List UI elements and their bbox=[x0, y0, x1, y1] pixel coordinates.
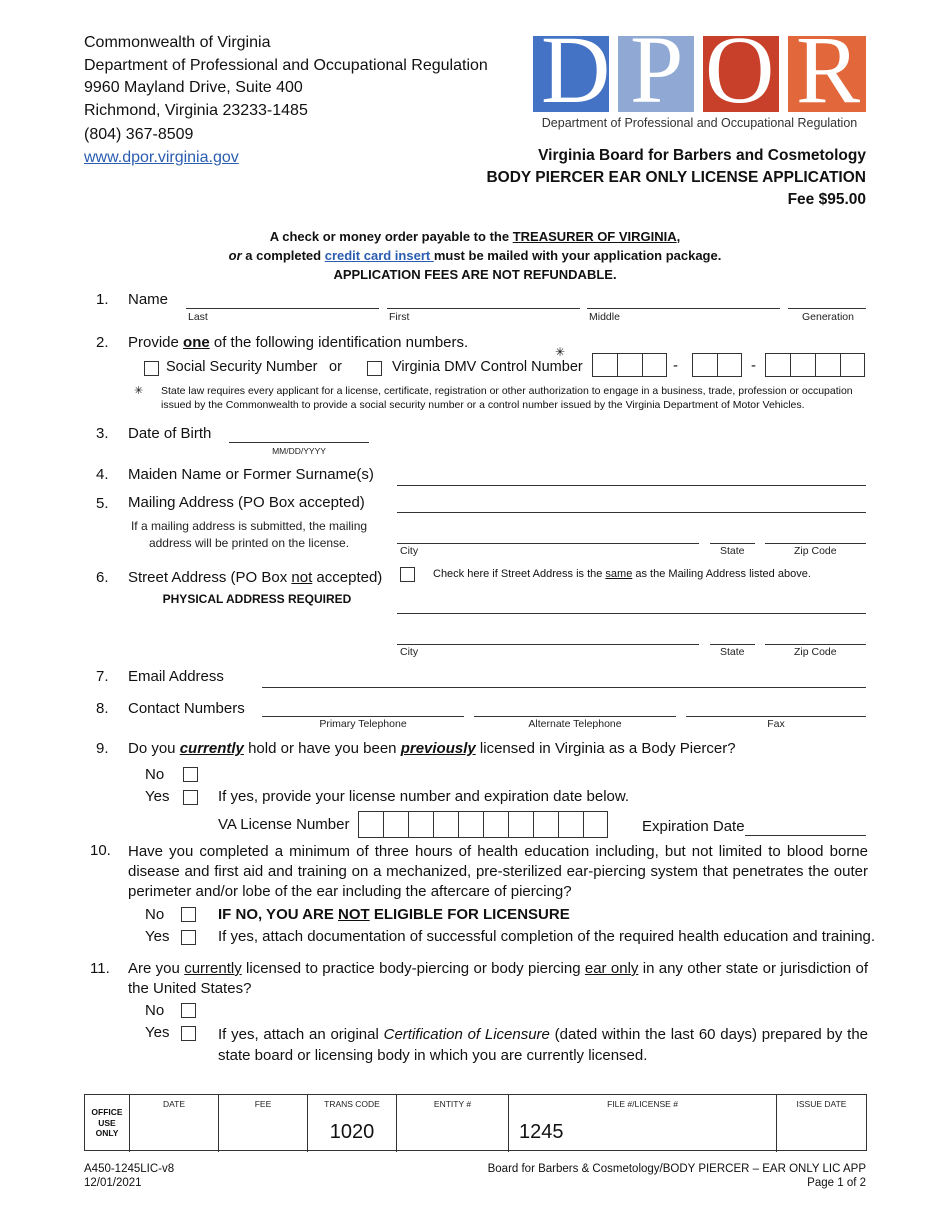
board-name: Virginia Board for Barbers and Cosmetology bbox=[538, 147, 866, 164]
alternate-phone-field[interactable] bbox=[474, 716, 676, 717]
office-trans-code-cell: TRANS CODE 1020 bbox=[308, 1095, 397, 1152]
email-field[interactable] bbox=[262, 687, 866, 688]
office-file-license-cell: FILE #/LICENSE # 1245 bbox=[509, 1095, 777, 1152]
q5-label: Mailing Address (PO Box accepted) bbox=[128, 494, 365, 511]
q10-yes-checkbox[interactable] bbox=[181, 930, 196, 945]
q11-question: Are you currently licensed to practice body-piercing or body piercing ear only in any other state or jurisdiction of the United States? bbox=[128, 960, 868, 997]
logo-caption: Department of Professional and Occupational Regulation bbox=[541, 116, 858, 130]
license-digit-box[interactable] bbox=[408, 811, 433, 838]
logo-block-r: R bbox=[788, 36, 866, 112]
license-digit-box[interactable] bbox=[433, 811, 458, 838]
street-zip-caption: Zip Code bbox=[794, 646, 837, 658]
logo-block-o: O bbox=[703, 36, 779, 112]
fee-label: Fee $95.00 bbox=[787, 191, 866, 208]
asterisk-icon: ✳ bbox=[555, 345, 566, 359]
ssn-checkbox[interactable] bbox=[144, 361, 159, 376]
agency-line: (804) 367-8509 bbox=[84, 126, 194, 143]
q2-number: 2. bbox=[96, 334, 109, 351]
dmv-checkbox[interactable] bbox=[367, 361, 382, 376]
dmv-label: Virginia DMV Control Number bbox=[392, 359, 583, 375]
license-digit-box[interactable] bbox=[533, 811, 558, 838]
footer-left bbox=[84, 1162, 174, 1190]
mailing-city-caption: City bbox=[400, 545, 419, 557]
payment-notice: A check or money order payable to the TREASURER OF VIRGINIA, or a completed credit card insert must be mailed with your application package. APPLICATION FEES ARE NOT REFUNDABLE. bbox=[228, 229, 722, 282]
office-fee-cell: FEE bbox=[219, 1095, 308, 1152]
id-dash: - bbox=[751, 357, 756, 374]
fax-caption: Fax bbox=[767, 718, 785, 730]
street-zip-field[interactable] bbox=[765, 644, 866, 645]
q2-label: Provide one of the following identification numbers. bbox=[128, 334, 469, 351]
office-use-table bbox=[84, 1094, 867, 1151]
q10-no-label: No bbox=[145, 906, 165, 923]
name-generation-caption: Generation bbox=[802, 311, 854, 323]
q7-number: 7. bbox=[96, 668, 109, 685]
name-generation-field[interactable] bbox=[788, 308, 866, 309]
q9-yes-note: If yes, provide your license number and expiration date below. bbox=[218, 788, 630, 805]
trans-code-value: 1020 bbox=[329, 1121, 375, 1143]
agency-website-link[interactable]: www.dpor.virginia.gov bbox=[84, 148, 239, 166]
ssn-law-note: State law requires every applicant for a license, certificate, registration or other authorization to engage in a business, trade, profession or occupation issued by the Commonwealth to provide a social security number or a control number issued by the Virginia Department of Motor Vehicles. bbox=[161, 385, 853, 411]
name-last-field[interactable] bbox=[186, 308, 379, 309]
form-title: BODY PIERCER EAR ONLY LICENSE APPLICATION bbox=[486, 169, 866, 186]
logo-block-p: P bbox=[618, 36, 694, 112]
mailing-address-line1[interactable] bbox=[397, 512, 866, 513]
agency-line: 9960 Mayland Drive, Suite 400 bbox=[84, 79, 303, 96]
agency-block bbox=[84, 32, 488, 169]
credit-card-insert-link[interactable]: credit card insert bbox=[324, 248, 434, 263]
license-digit-box[interactable] bbox=[383, 811, 408, 838]
office-use-label: OFFICE USE ONLY bbox=[91, 1107, 123, 1138]
street-city-caption: City bbox=[400, 646, 419, 658]
id-digit-box[interactable] bbox=[790, 353, 815, 377]
q11-number: 11. bbox=[90, 960, 110, 977]
office-use-label-cell bbox=[85, 1095, 130, 1152]
footer-form-name: Board for Barbers & Cosmetology/BODY PIERCER – EAR ONLY LIC APP bbox=[487, 1163, 866, 1175]
expiration-date-label: Expiration Date bbox=[642, 818, 745, 835]
name-middle-caption: Middle bbox=[589, 311, 620, 323]
id-digit-box[interactable] bbox=[692, 353, 717, 377]
q5-note: If a mailing address is submitted, the mailing address will be printed on the license. bbox=[130, 519, 368, 550]
page-number: Page 1 of 2 bbox=[807, 1177, 866, 1189]
q11-yes-label: Yes bbox=[145, 1024, 170, 1041]
id-digit-box[interactable] bbox=[642, 353, 667, 377]
q10-number: 10. bbox=[90, 842, 111, 859]
q9-no-label: No bbox=[145, 766, 165, 783]
same-as-mailing-label: Check here if Street Address is the same as the Mailing Address listed above. bbox=[433, 568, 811, 580]
q8-number: 8. bbox=[96, 700, 109, 717]
physical-address-required: PHYSICAL ADDRESS REQUIRED bbox=[162, 592, 352, 606]
not-eligible-warning: IF NO, YOU ARE NOT ELIGIBLE FOR LICENSURE bbox=[218, 906, 570, 923]
id-digit-box[interactable] bbox=[815, 353, 840, 377]
dob-format: MM/DD/YYYY bbox=[272, 446, 326, 456]
name-last-caption: Last bbox=[188, 311, 208, 323]
street-state-caption: State bbox=[720, 646, 745, 658]
q11-yes-checkbox[interactable] bbox=[181, 1026, 196, 1041]
expiration-date-field[interactable] bbox=[745, 835, 866, 836]
dob-field[interactable] bbox=[229, 442, 369, 443]
q10-question: Have you completed a minimum of three hours of health education including, but not limited to blood borne disease and first aid and training on a mechanized, pre-sterilized ear-piercing system that penetrates the outer perimeter and/or lobe of the ear including the aftercare of piercing? bbox=[128, 843, 868, 900]
ssn-label: Social Security Number bbox=[166, 359, 318, 375]
q9-yes-checkbox[interactable] bbox=[183, 790, 198, 805]
fax-field[interactable] bbox=[686, 716, 866, 717]
street-state-field[interactable] bbox=[710, 644, 755, 645]
agency-line: Richmond, Virginia 23233-1485 bbox=[84, 101, 308, 119]
q11-yes-note: If yes, attach an original Certification of Licensure (dated within the last 60 days) prepared by the state board or licensing body in which you are currently licensed. bbox=[218, 1026, 869, 1064]
id-digit-box[interactable] bbox=[717, 353, 742, 377]
mailing-state-field[interactable] bbox=[710, 543, 755, 544]
form-date: 12/01/2021 bbox=[84, 1177, 142, 1189]
license-digit-box[interactable] bbox=[458, 811, 483, 838]
id-digit-box[interactable] bbox=[617, 353, 642, 377]
q9-question: Do you currently hold or have you been previously licensed in Virginia as a Body Piercer? bbox=[128, 740, 736, 757]
q10-yes-label: Yes bbox=[145, 928, 170, 945]
q9-no-checkbox[interactable] bbox=[183, 767, 198, 782]
license-digit-box[interactable] bbox=[583, 811, 608, 838]
file-license-value: 1245 bbox=[519, 1121, 564, 1143]
primary-phone-caption: Primary Telephone bbox=[319, 718, 407, 730]
q11-no-label: No bbox=[145, 1002, 165, 1019]
same-as-mailing-checkbox[interactable] bbox=[400, 567, 415, 582]
q6-label: Street Address (PO Box not accepted) bbox=[128, 569, 383, 586]
mailing-city-field[interactable] bbox=[397, 543, 699, 544]
or-label: or bbox=[329, 359, 342, 375]
mailing-zip-caption: Zip Code bbox=[794, 545, 837, 557]
q3-number: 3. bbox=[96, 425, 109, 442]
q9-yes-label: Yes bbox=[145, 788, 170, 805]
q1-label: Name bbox=[128, 291, 169, 308]
note-asterisk-icon: ✳ bbox=[134, 385, 144, 397]
alternate-phone-caption: Alternate Telephone bbox=[528, 718, 622, 730]
q4-label: Maiden Name or Former Surname(s) bbox=[128, 466, 374, 483]
office-date-cell: DATE bbox=[130, 1095, 219, 1152]
name-middle-field[interactable] bbox=[587, 308, 780, 309]
id-digit-box[interactable] bbox=[765, 353, 790, 377]
maiden-name-field[interactable] bbox=[397, 485, 866, 486]
q10-yes-note: If yes, attach documentation of successful completion of the required health education and training. bbox=[218, 928, 876, 945]
primary-phone-field[interactable] bbox=[262, 716, 464, 717]
mailing-state-caption: State bbox=[720, 545, 745, 557]
street-city-field[interactable] bbox=[397, 644, 699, 645]
id-digit-box[interactable] bbox=[840, 353, 865, 377]
q3-label: Date of Birth bbox=[128, 425, 212, 442]
q10-no-checkbox[interactable] bbox=[181, 907, 196, 922]
q8-label: Contact Numbers bbox=[128, 700, 245, 717]
license-digit-box[interactable] bbox=[358, 811, 383, 838]
license-digit-box[interactable] bbox=[483, 811, 508, 838]
q4-number: 4. bbox=[96, 466, 109, 483]
q6-number: 6. bbox=[96, 569, 109, 586]
mailing-zip-field[interactable] bbox=[765, 543, 866, 544]
form-id: A450-1245LIC-v8 bbox=[84, 1163, 175, 1175]
va-license-label: VA License Number bbox=[218, 816, 350, 833]
license-digit-box[interactable] bbox=[558, 811, 583, 838]
office-issue-date-cell: ISSUE DATE bbox=[796, 1099, 847, 1109]
q1-number: 1. bbox=[96, 291, 109, 308]
q5-number: 5. bbox=[96, 495, 109, 512]
q7-label: Email Address bbox=[128, 668, 224, 685]
name-first-caption: First bbox=[389, 311, 410, 323]
license-digit-box[interactable] bbox=[508, 811, 533, 838]
name-first-field[interactable] bbox=[387, 308, 580, 309]
office-entity-cell: ENTITY # bbox=[397, 1095, 509, 1152]
footer-right bbox=[488, 1162, 866, 1190]
q11-no-checkbox[interactable] bbox=[181, 1003, 196, 1018]
agency-line: Department of Professional and Occupational Regulation bbox=[84, 56, 488, 74]
id-dash: - bbox=[673, 357, 678, 374]
street-address-line1[interactable] bbox=[397, 613, 866, 614]
id-digit-box[interactable] bbox=[592, 353, 617, 377]
logo-block-d: D bbox=[533, 36, 609, 112]
q9-number: 9. bbox=[96, 740, 109, 757]
agency-line: Commonwealth of Virginia bbox=[84, 34, 271, 51]
